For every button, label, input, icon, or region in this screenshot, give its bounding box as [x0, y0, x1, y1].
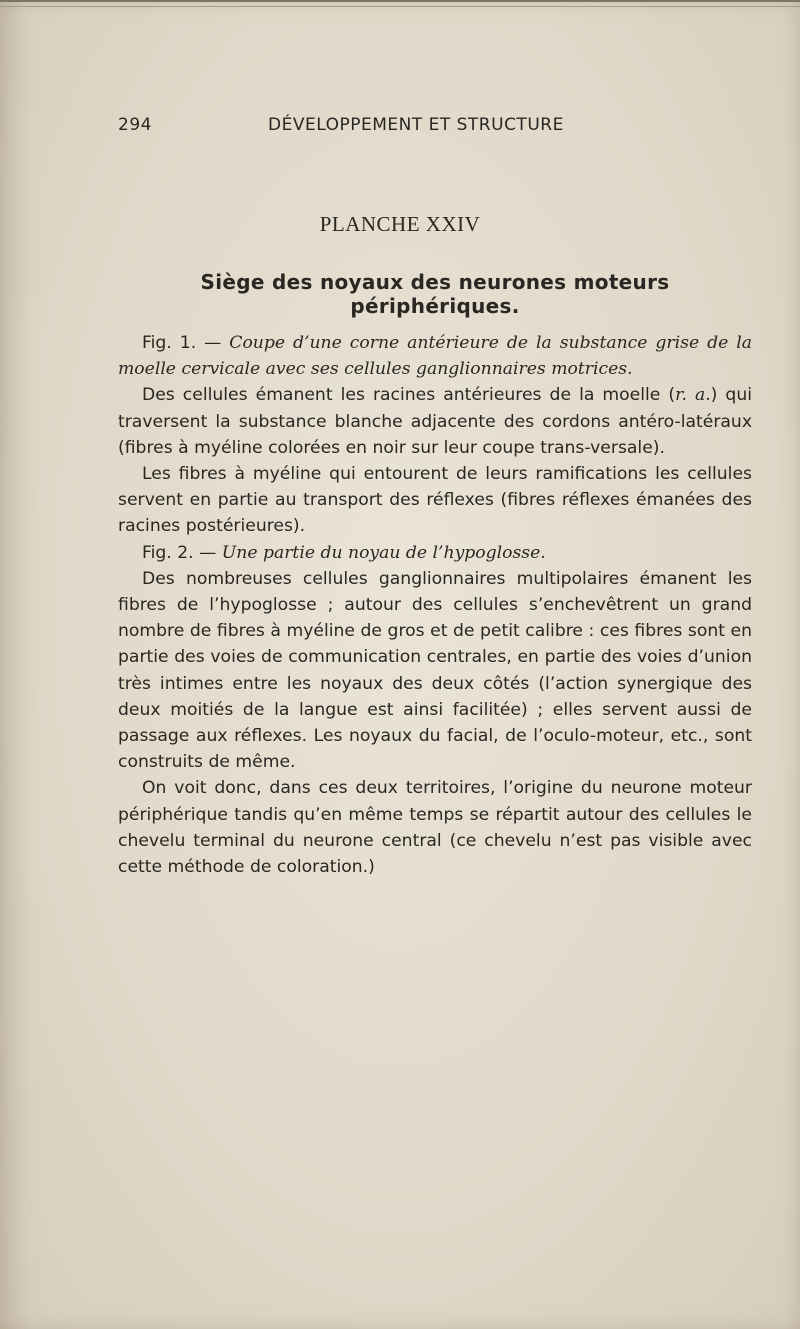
- fig1-p1-abbrev: r. a.: [675, 385, 711, 406]
- fig1-paragraph-1: [118, 382, 752, 461]
- fig1-paragraph-2: Les fibres à myéline qui entourent de leurs ramifications les cellules servent en partie au transport des réflexes (fibres réflexes émanées des racines postérieures).: [118, 464, 752, 537]
- running-title: DÉVELOPPEMENT ET STRUCTURE: [268, 115, 564, 135]
- fig2-paragraph-1: Des nombreuses cellules ganglionnaires multipolaires émanent les fibres de l’hypoglosse ; autour des cellules s’enchevêtrent un grand nombre de fibres à myéline de gros et de petit calibre : ces fibres sont en partie des voies de communication centrales, en partie des voies d’union très intimes entre les noyaux des deux côtés (l’action synergique des deux moitiés de la langue est ainsi facilitée) ; elles servent aussi de passage aux réflexes. Les noyaux du facial, de l’oculo-moteur, etc., sont construits de même.: [118, 568, 752, 773]
- fig1-p1-after: ) qui traversent la substance blanche adjacente des cordons antéro-latéraux (fibres à myéline colorées en noir sur leur coupe trans-versale).: [118, 385, 752, 458]
- fig1-p1-before: Des cellules émanent les racines antérieures de la moelle (: [142, 385, 676, 406]
- fig2-heading: [118, 540, 752, 566]
- fig1-label: Fig. 1. —: [142, 333, 222, 353]
- fig1-heading: [118, 330, 752, 382]
- section-subtitle: Siège des noyaux des neurones moteurs périphériques.: [200, 270, 670, 318]
- fig2-caption: Une partie du noyau de l’hypoglosse.: [221, 542, 546, 563]
- fig2-paragraph-2: On voit donc, dans ces deux territoires, l’origine du neurone moteur périphérique tandis qu’en même temps se répartit autour des cellules le chevelu terminal du neurone central (ce chevelu n’est pas visible avec cette méthode de coloration.): [118, 778, 752, 878]
- plate-title: PLANCHE XXIV: [319, 212, 481, 236]
- page-top-edge: [0, 0, 800, 12]
- fig2-label: Fig. 2. —: [142, 542, 217, 563]
- fig1-caption: Coupe d’une corne antérieure de la substance grise de la moelle cervicale avec ses cellules ganglionnaires motrices.: [118, 333, 752, 380]
- body-text: [118, 330, 752, 880]
- page-number: 294: [118, 115, 152, 135]
